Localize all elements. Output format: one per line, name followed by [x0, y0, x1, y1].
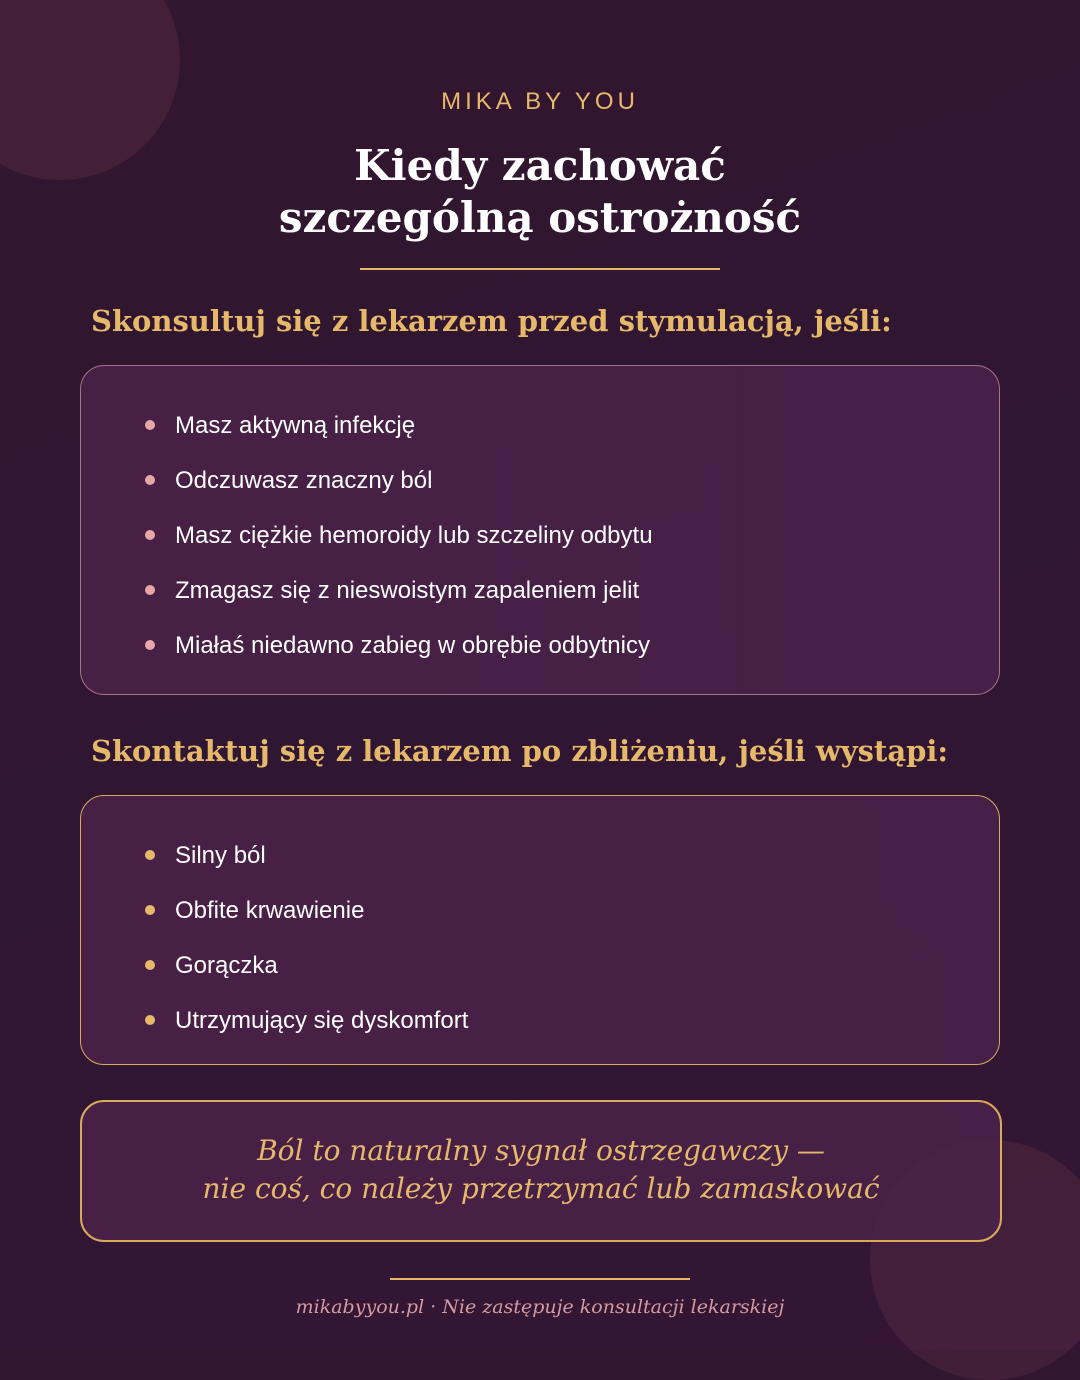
list-item	[145, 398, 653, 453]
list-item	[145, 883, 468, 938]
bullet-dot	[145, 420, 155, 430]
list-item-text: Masz aktywną infekcję	[175, 412, 416, 439]
bullet-dot	[145, 960, 155, 970]
list-item	[145, 618, 653, 673]
list-item-text: Odczuwasz znaczny ból	[175, 467, 433, 494]
bullet-dot	[145, 475, 155, 485]
bullet-dot	[145, 530, 155, 540]
list-item	[145, 563, 653, 618]
section-heading-after: Skontaktuj się z lekarzem po zbliżeniu, jeśli wystąpi:	[91, 734, 949, 768]
list-item-text: Zmagasz się z nieswoistym zapaleniem jelit	[175, 577, 640, 604]
title-line-2: szczególną ostrożność	[278, 193, 802, 242]
list-item	[145, 938, 468, 993]
bullet-dot	[145, 640, 155, 650]
bullet-dot	[145, 850, 155, 860]
bullet-dot	[145, 905, 155, 915]
quote-line-2: nie coś, co należy przetrzymać lub zamaskować	[202, 1172, 880, 1205]
title-divider	[360, 268, 720, 270]
before-stimulation-card	[80, 365, 1000, 695]
brand-name: MIKA BY YOU	[441, 88, 639, 115]
list-item-text: Silny ból	[175, 842, 266, 869]
bullet-dot	[145, 1015, 155, 1025]
quote-line-1: Ból to naturalny sygnał ostrzegawczy —	[257, 1134, 825, 1167]
after-intercourse-list	[145, 828, 468, 1048]
page-title	[0, 140, 1080, 244]
quote-text	[82, 1132, 1000, 1208]
footer-text: mikabyyou.pl · Nie zastępuje konsultacji lekarskiej	[295, 1296, 785, 1318]
footer-divider	[390, 1278, 690, 1280]
section-heading-before: Skonsultuj się z lekarzem przed stymulacją, jeśli:	[91, 304, 892, 338]
list-item	[145, 993, 468, 1048]
bullet-dot	[145, 585, 155, 595]
title-line-1: Kiedy zachować	[354, 141, 726, 190]
list-item	[145, 508, 653, 563]
list-item-text: Obfite krwawienie	[175, 897, 365, 924]
list-item-text: Masz ciężkie hemoroidy lub szczeliny odbytu	[175, 522, 653, 549]
quote-card	[80, 1100, 1002, 1242]
before-stimulation-list	[145, 398, 653, 673]
list-item	[145, 453, 653, 508]
after-intercourse-card	[80, 795, 1000, 1065]
list-item	[145, 828, 468, 883]
list-item-text: Gorączka	[175, 952, 278, 979]
list-item-text: Utrzymujący się dyskomfort	[175, 1007, 469, 1034]
list-item-text: Miałaś niedawno zabieg w obrębie odbytnicy	[175, 632, 650, 659]
